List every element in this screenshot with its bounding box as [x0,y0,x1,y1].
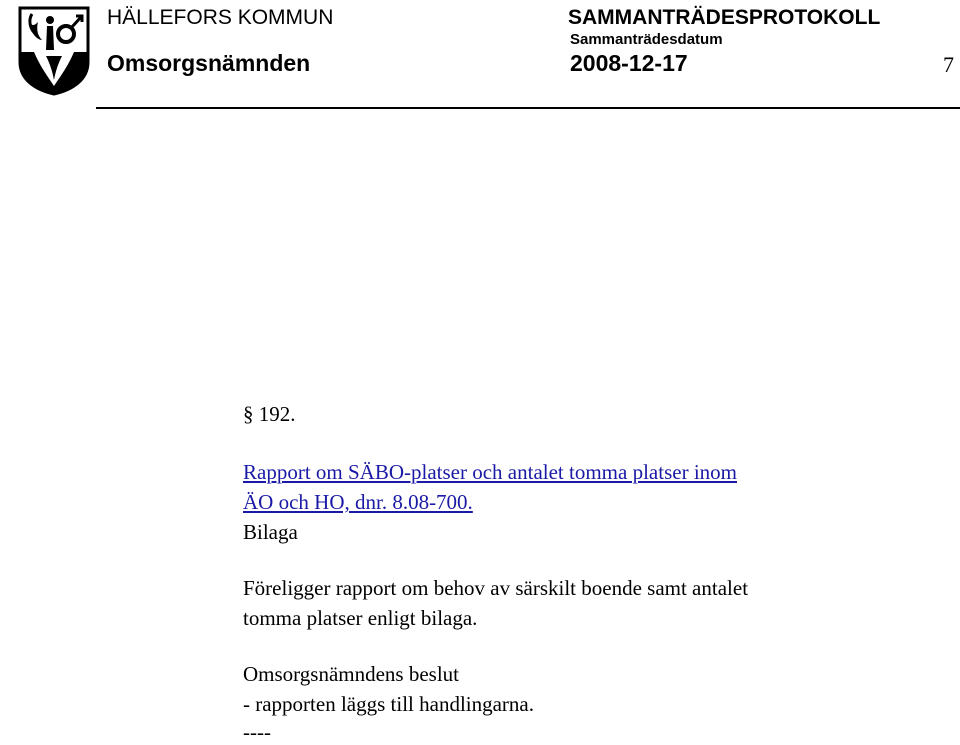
paragraph-line-1: Föreligger rapport om behov av särskilt boende samt antalet [243,576,749,600]
section-symbol: § [243,402,254,426]
section-number-value: 192. [258,402,296,426]
meeting-date: 2008-12-17 [570,50,688,76]
paragraph-line-2: tomma platser enligt bilaga. [243,606,478,630]
decision-heading: Omsorgsnämndens beslut [243,662,460,686]
section-title-line-1[interactable]: Rapport om SÄBO-platser och antalet tomma platser inom [243,460,737,484]
attachment-label: Bilaga [243,520,298,544]
separator: ---- [243,720,271,744]
header-divider [96,107,960,109]
section-number [243,402,296,427]
page-number: 7 [943,52,954,77]
coat-of-arms-logo [16,4,92,96]
decision-text: - rapporten läggs till handlingarna. [243,692,534,716]
date-label: Sammanträdesdatum [570,31,723,48]
document-type: SAMMANTRÄDESPROTOKOLL [568,6,881,29]
committee-name: Omsorgsnämnden [107,50,311,76]
organization-name: HÄLLEFORS KOMMUN [107,6,334,29]
section-title-line-2[interactable]: ÄO och HO, dnr. 8.08-700. [243,490,473,514]
